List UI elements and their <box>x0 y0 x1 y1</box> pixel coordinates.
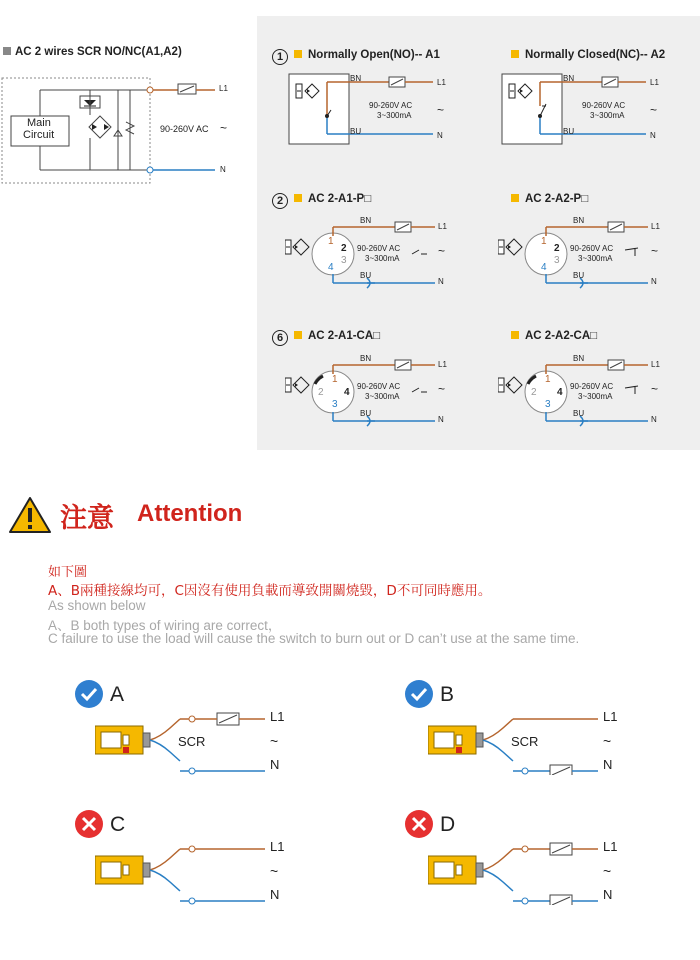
pin-3: 3 <box>332 399 338 410</box>
example-c-tilde: ~ <box>270 863 279 879</box>
note-zh-body: 兩種接線均可，C因沒有使用負載而導致開關燒毀，D不可同時應用。 <box>80 583 492 599</box>
example-label-b: B <box>440 683 455 706</box>
example-a-scr: SCR <box>178 734 206 749</box>
panel-number-6: 6 <box>272 330 288 346</box>
note-en-1: As shown below <box>48 598 146 613</box>
a2-ca-voltage: 90-260V AC <box>570 382 614 391</box>
example-c-l1: L1 <box>270 839 285 854</box>
example-b-n: N <box>603 757 613 772</box>
example-a-n: N <box>270 757 280 772</box>
panel-header-a1-p: 2 AC 2-A1-P□ <box>272 193 371 209</box>
main-circuit-label-1: Main <box>27 117 51 129</box>
no-a1-bn: BN <box>350 74 362 83</box>
header-marker <box>294 331 302 339</box>
note-en-2: A、B both types of wiring are correct， <box>48 618 282 633</box>
example-a-tilde: ~ <box>270 733 279 749</box>
a1-p-bu: BU <box>360 271 372 280</box>
a2-ca-bu: BU <box>573 409 585 418</box>
note-zh-title: 如下圖 <box>48 565 88 580</box>
panel-number-1: 1 <box>272 49 288 65</box>
pin-4: 4 <box>541 262 547 273</box>
pin-2: 2 <box>531 387 537 398</box>
pin-3: 3 <box>341 255 347 266</box>
panel-header-no-a1: 1 Normally Open(NO)-- A1 <box>272 49 440 65</box>
example-b-l1: L1 <box>603 709 618 724</box>
pin-4: 4 <box>557 387 563 398</box>
nc-a2-bu: BU <box>563 127 575 136</box>
pin-1: 1 <box>328 236 334 247</box>
left-n-label: N <box>220 165 226 174</box>
example-label-c: C <box>110 813 126 836</box>
example-label-a: A <box>110 683 125 706</box>
a1-ca-n: N <box>438 415 444 424</box>
a2-p-l1: L1 <box>651 222 660 231</box>
example-diagram-d <box>428 830 628 905</box>
note-zh-ab: A、B <box>48 583 80 599</box>
nc-a2-current: 3~300mA <box>590 111 625 120</box>
a1-p-bn: BN <box>360 216 372 225</box>
a2-ca-l1: L1 <box>651 360 660 369</box>
example-b-scr: SCR <box>511 734 539 749</box>
a2-ca-current: 3~300mA <box>578 392 613 401</box>
no-a1-n: N <box>437 131 443 140</box>
pin-1: 1 <box>332 374 338 385</box>
no-a1-tilde: ~ <box>437 103 445 117</box>
pin-2: 2 <box>341 243 347 254</box>
a2-ca-n: N <box>651 415 657 424</box>
header-marker <box>511 331 519 339</box>
header-marker <box>511 194 519 202</box>
a1-ca-tilde: ~ <box>438 382 446 396</box>
example-d-n: N <box>603 887 613 902</box>
a1-p-n: N <box>438 277 444 286</box>
example-c-n: N <box>270 887 280 902</box>
nc-a2-n: N <box>650 131 656 140</box>
example-diagram-c <box>95 830 295 905</box>
example-d-tilde: ~ <box>603 863 612 879</box>
no-a1-voltage: 90-260V AC <box>369 101 413 110</box>
panel-header-a2-p: AC 2-A2-P□ <box>511 193 588 205</box>
a2-p-tilde: ~ <box>651 244 659 258</box>
pin-3: 3 <box>545 399 551 410</box>
no-a1-current: 3~300mA <box>377 111 412 120</box>
a1-p-l1: L1 <box>438 222 447 231</box>
a2-p-current: 3~300mA <box>578 254 613 263</box>
pin-2: 2 <box>318 387 324 398</box>
note-zh-line <box>48 579 491 599</box>
pin-3: 3 <box>554 255 560 266</box>
example-b-tilde: ~ <box>603 733 612 749</box>
a1-ca-bn: BN <box>360 354 372 363</box>
a1-p-current: 3~300mA <box>365 254 400 263</box>
a2-p-bu: BU <box>573 271 585 280</box>
nc-a2-voltage: 90-260V AC <box>582 101 626 110</box>
nc-a2-l1: L1 <box>650 78 659 87</box>
left-l1-label: L1 <box>219 84 228 93</box>
nc-a2-tilde: ~ <box>650 103 658 117</box>
pin-1: 1 <box>545 374 551 385</box>
a1-ca-l1: L1 <box>438 360 447 369</box>
left-header: AC 2 wires SCR NO/NC(A1,A2) <box>3 46 182 58</box>
main-circuit-label-2: Circuit <box>23 129 55 141</box>
header-marker <box>3 47 11 55</box>
pin-2: 2 <box>554 243 560 254</box>
a1-p-tilde: ~ <box>438 244 446 258</box>
example-d-l1: L1 <box>603 839 618 854</box>
a2-ca-tilde: ~ <box>651 382 659 396</box>
a2-p-voltage: 90-260V AC <box>570 244 614 253</box>
panel-number-2: 2 <box>272 193 288 209</box>
a1-ca-voltage: 90-260V AC <box>357 382 401 391</box>
a1-p-voltage: 90-260V AC <box>357 244 401 253</box>
header-marker <box>511 50 519 58</box>
pin-1: 1 <box>541 236 547 247</box>
attention-title-en: Attention <box>137 500 243 527</box>
panel-header-nc-a2: Normally Closed(NC)-- A2 <box>511 49 665 61</box>
left-voltage-label: 90-260V AC <box>160 124 209 134</box>
example-a-l1: L1 <box>270 709 285 724</box>
a2-p-bn: BN <box>573 216 585 225</box>
a1-ca-current: 3~300mA <box>365 392 400 401</box>
a2-ca-bn: BN <box>573 354 585 363</box>
a2-p-n: N <box>651 277 657 286</box>
panel-header-a2-ca: AC 2-A2-CA□ <box>511 330 597 342</box>
no-a1-bu: BU <box>350 127 362 136</box>
a1-ca-bu: BU <box>360 409 372 418</box>
header-marker <box>294 194 302 202</box>
header-marker <box>294 50 302 58</box>
panel-header-a1-ca: 6 AC 2-A1-CA□ <box>272 330 380 346</box>
example-label-d: D <box>440 813 456 836</box>
attention-title-zh: 注意 <box>60 503 114 534</box>
pin-4: 4 <box>328 262 334 273</box>
left-tilde: ~ <box>220 121 228 135</box>
note-en-3: C failure to use the load will cause the switch to burn out or D can’t use at the same time. <box>48 631 580 646</box>
nc-a2-bn: BN <box>563 74 575 83</box>
pin-4: 4 <box>344 387 350 398</box>
warning-icon <box>8 496 52 534</box>
no-a1-l1: L1 <box>437 78 446 87</box>
